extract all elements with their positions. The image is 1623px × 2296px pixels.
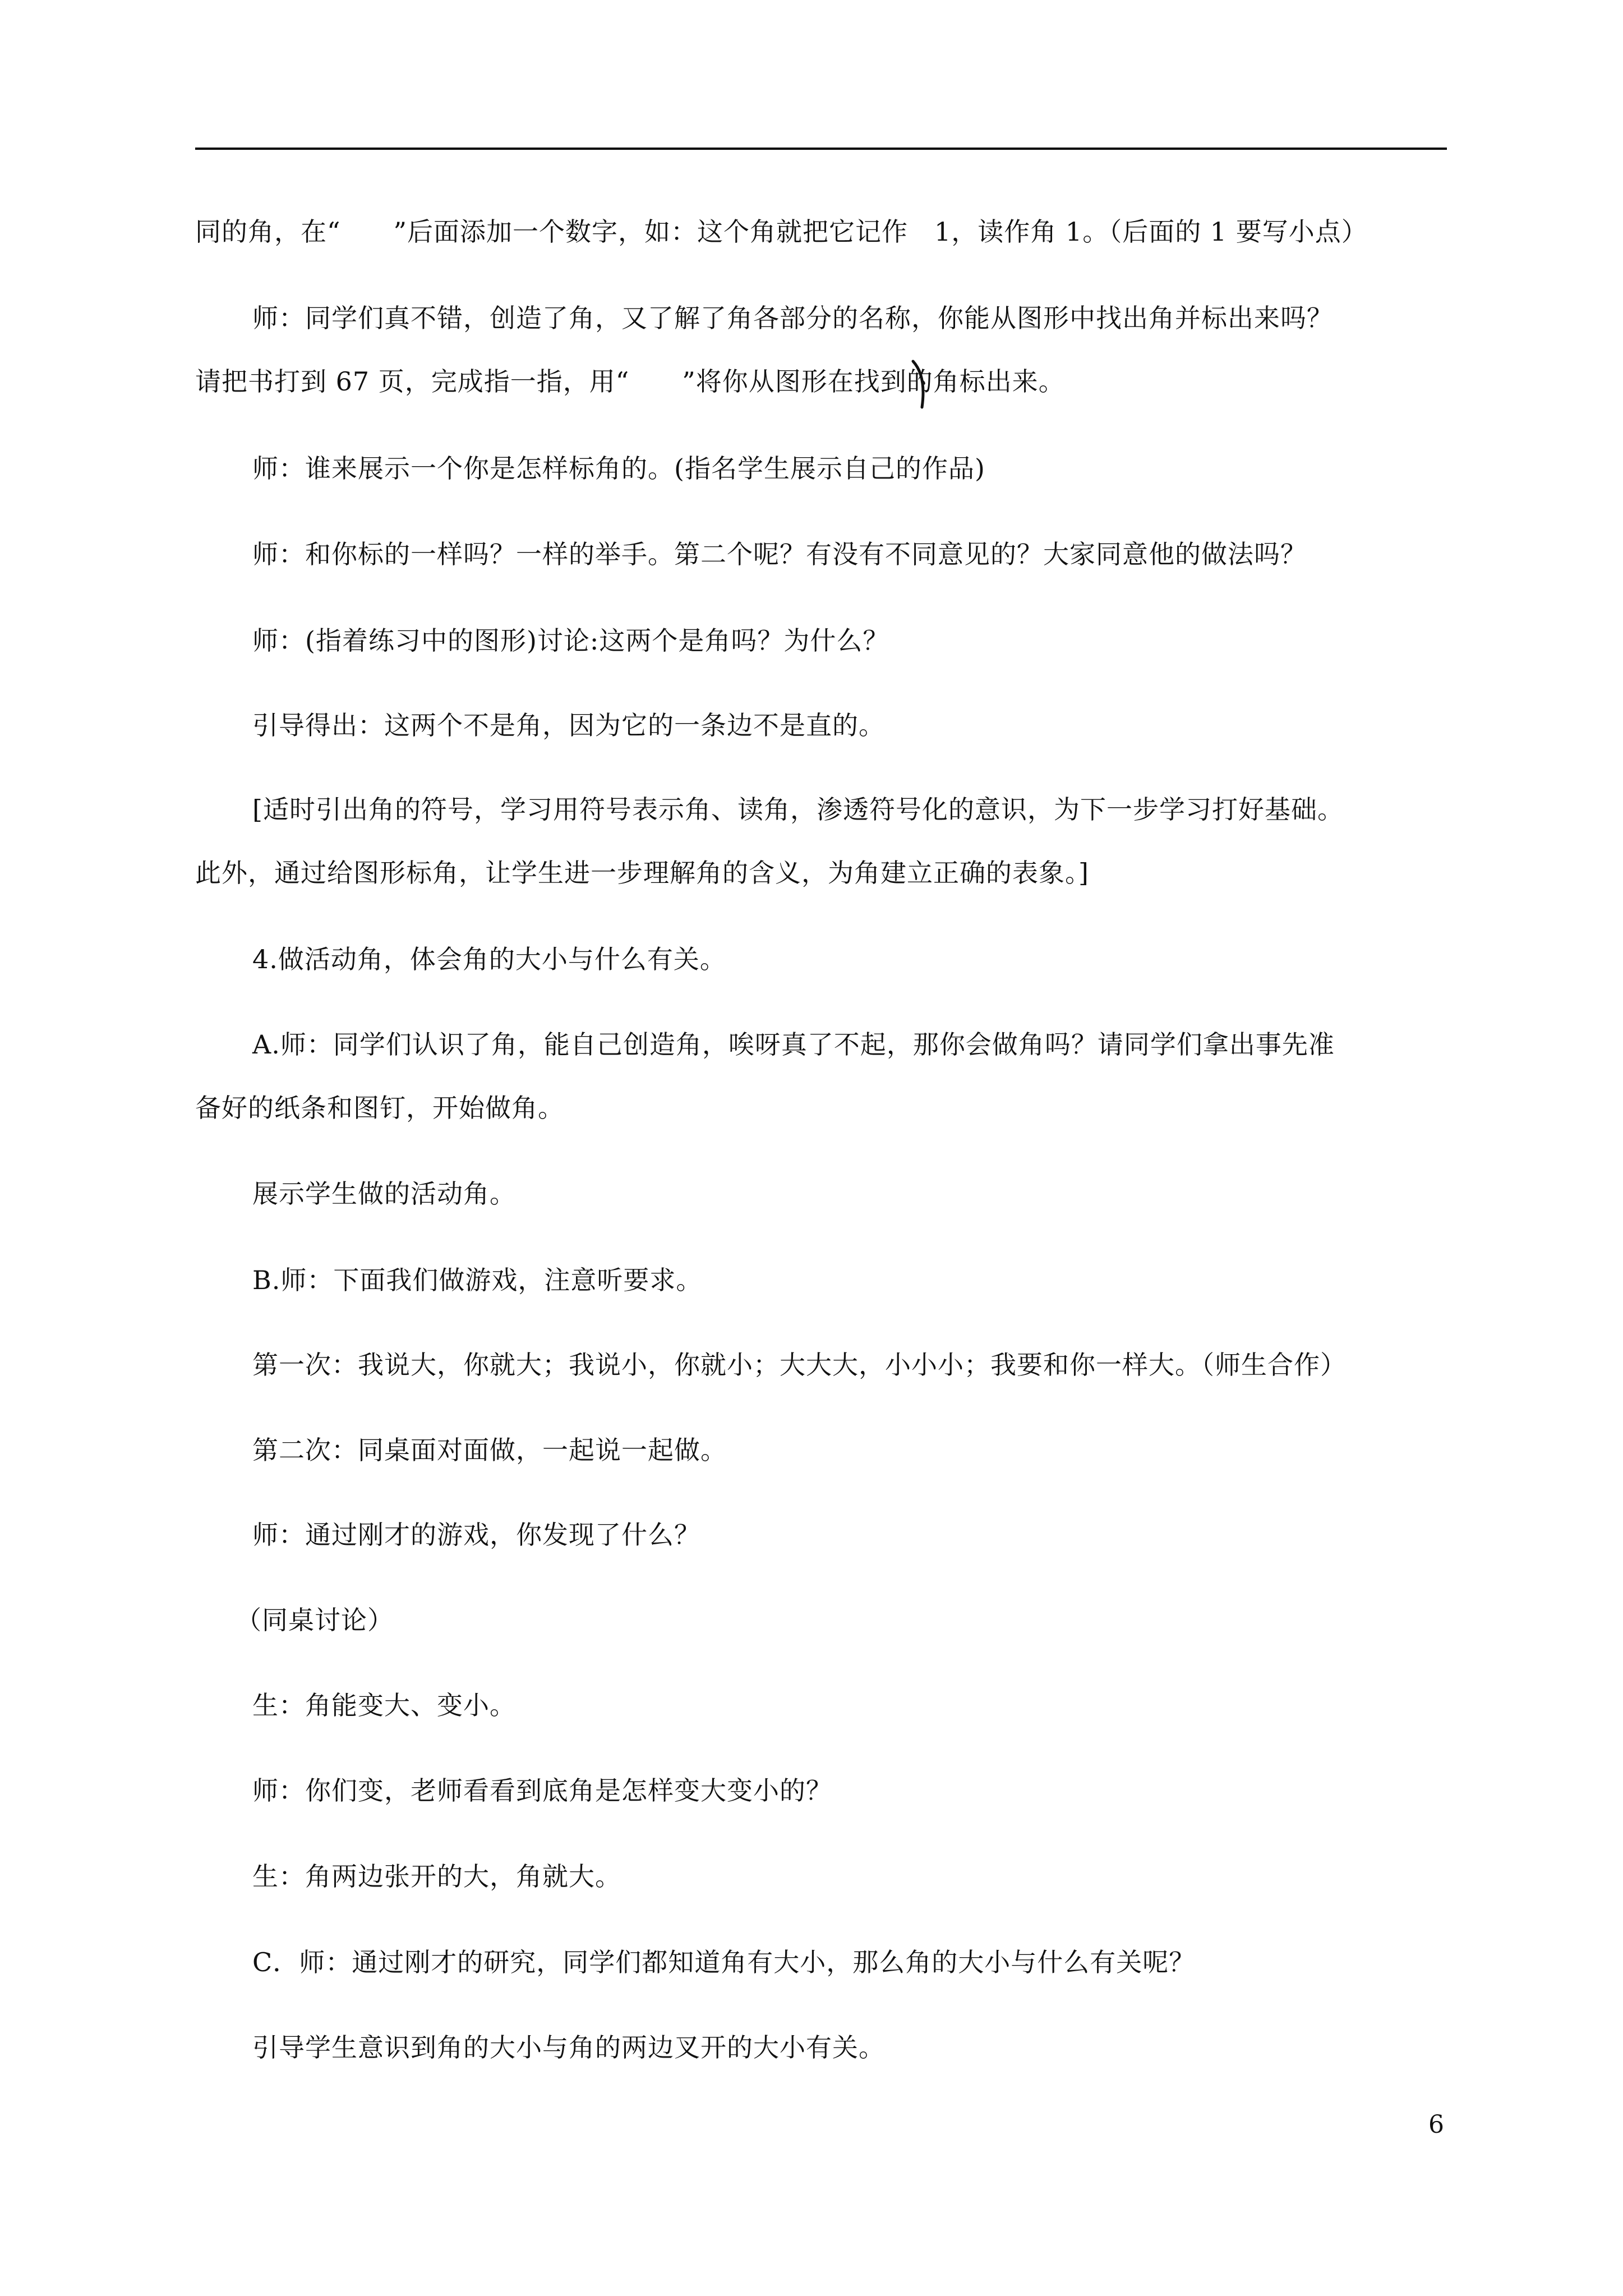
text-line-1: 同的角，在“ ”后面添加一个数字，如：这个角就把它记作 1，读作角 1。（后面的 1 要写小点） xyxy=(195,217,1368,247)
text-line-13: 展示学生做的活动角。 xyxy=(252,1179,516,1209)
header-rule xyxy=(195,148,1447,150)
text-line-7: 引导得出：这两个不是角，因为它的一条边不是直的。 xyxy=(252,710,885,740)
text-line-17: 师：通过刚才的游戏，你发现了什么？ xyxy=(252,1520,700,1550)
text-line-6: 师：(指着练习中的图形)讨论:这两个是角吗？为什么？ xyxy=(252,625,889,656)
text-line-15: 第一次：我说大，你就大；我说小，你就小；大大大，小小小；我要和你一样大。（师生合作） xyxy=(252,1350,1347,1380)
text-line-20: 师：你们变，老师看看到底角是怎样变大变小的？ xyxy=(252,1775,832,1806)
text-line-22: C．师：通过刚才的研究，同学们都知道角有大小，那么角的大小与什么有关呢？ xyxy=(252,1947,1196,1977)
text-line-23: 引导学生意识到角的大小与角的两边叉开的大小有关。 xyxy=(252,2032,885,2063)
text-line-12: 备好的纸条和图钉，开始做角。 xyxy=(195,1093,564,1123)
text-line-18: （同桌讨论） xyxy=(236,1605,394,1635)
text-line-16: 第二次：同桌面对面做，一起说一起做。 xyxy=(252,1435,727,1465)
text-line-5: 师：和你标的一样吗？一样的举手。第二个呢？有没有不同意见的？大家同意他的做法吗？ xyxy=(252,539,1307,569)
angle-mark-icon xyxy=(910,359,932,409)
text-line-10: 4.做活动角，体会角的大小与什么有关。 xyxy=(252,944,726,974)
text-line-14: B.师：下面我们做游戏，注意听要求。 xyxy=(252,1265,703,1295)
text-line-8: [适时引出角的符号，学习用符号表示角、读角，渗透符号化的意识，为下一步学习打好基础。 xyxy=(252,794,1344,825)
text-line-2: 师：同学们真不错，创造了角，又了解了角各部分的名称，你能从图形中找出角并标出来吗？ xyxy=(252,303,1333,333)
text-line-11: A.师：同学们认识了角，能自己创造角，唉呀真了不起，那你会做角吗？请同学们拿出事先准 xyxy=(252,1029,1335,1060)
text-line-4: 师：谁来展示一个你是怎样标角的。(指名学生展示自己的作品) xyxy=(252,453,985,484)
text-line-3: 请把书打到 67 页，完成指一指，用“ ”将你从图形在找到的角标出来。 xyxy=(195,366,1065,397)
text-line-21: 生：角两边张开的大，角就大。 xyxy=(252,1861,621,1892)
page-number: 6 xyxy=(1428,2110,1444,2139)
text-line-19: 生：角能变大、变小。 xyxy=(252,1690,516,1720)
text-line-9: 此外，通过给图形标角，让学生进一步理解角的含义，为角建立正确的表象。] xyxy=(195,858,1089,888)
